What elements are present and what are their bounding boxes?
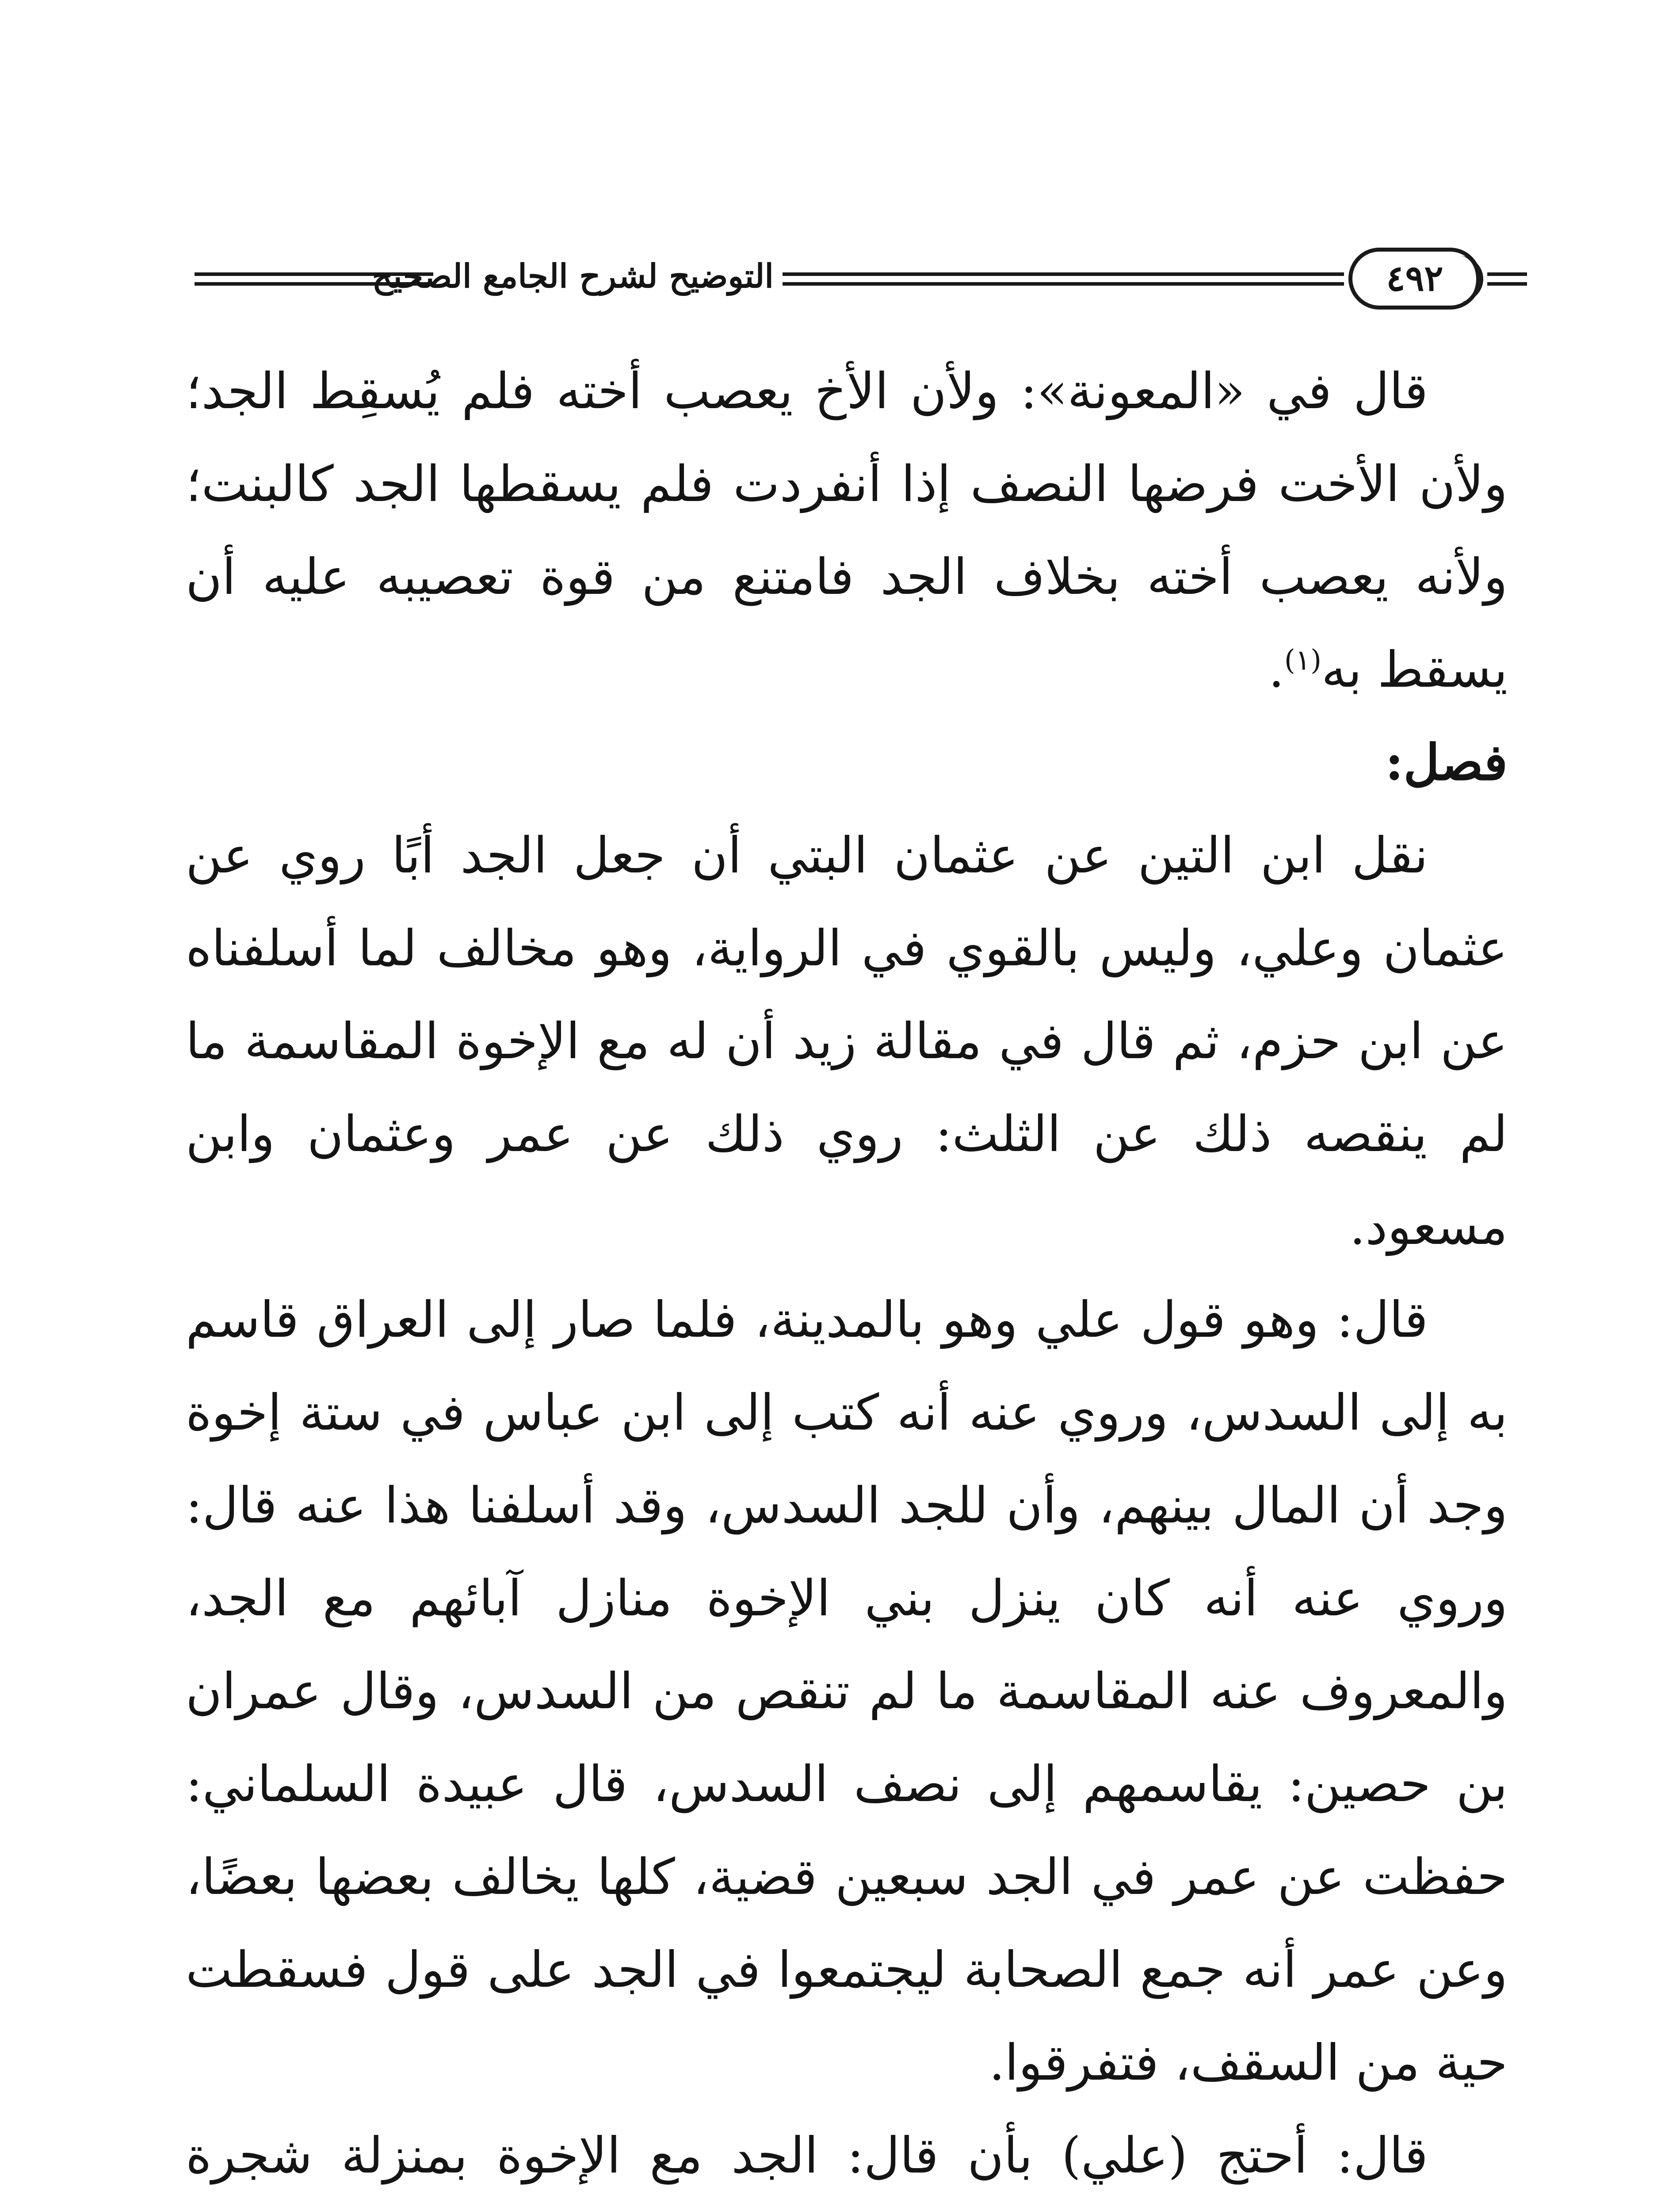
page-number: ٤٩٢ <box>1348 248 1481 310</box>
header-rule-right <box>1487 272 1527 286</box>
paragraph: نقل ابن التين عن عثمان البتي أن جعل الجد أبًا روي عن عثمان وعلي، وليس بالقوي في الرواية، وهو مخالف لما أسلفناه عن ابن حزم، ثم قال في مقالة زيد أن له مع الإخوة المقاسمة ما لم ينقصه ذلك عن الثلث: روي ذلك عن عمر وعثمان وابن مسعود. <box>186 827 1508 1256</box>
running-header <box>195 248 1512 323</box>
paragraph-tail: . <box>1268 641 1284 699</box>
section-heading: فصل: <box>1385 734 1508 792</box>
paragraph: قال: وهو قول علي وهو بالمدينة، فلما صار إلى العراق قاسم به إلى السدس، وروي عنه أنه كتب إلى ابن عباس في ستة إخوة وجد أن المال بينهم، وأن للجد السدس، وقد أسلفنا هذا عنه قال: وروي عنه أنه كان ينزل بني الإخوة منازل آبائهم مع الجد، والمعروف عنه المقاسمة ما لم تنقص من السدس، وقال عمران بن حصين: يقاسمهم إلى نصف السدس، قال عبيدة السلماني: حفظت عن عمر في الجد سبعين قضية، كلها يخالف بعضها بعضًا، وعن عمر أنه جمع الصحابة ليجتمعوا في الجد على قول فسقطت حية من السقف، فتفرقوا. <box>186 1291 1508 2092</box>
main-text <box>186 345 1508 2211</box>
header-rule-middle <box>783 272 1344 286</box>
paragraph-text: قال في «المعونة»: ولأن الأخ يعصب أخته فلم يُسقِط الجد؛ ولأن الأخت فرضها النصف إذا أنفردت فلم يسقطها الجد كالبنت؛ ولأنه يعصب أخته بخلاف الجد فامتنع من قوة تعصيبه عليه أن يسقط به <box>186 363 1508 699</box>
paragraph <box>186 345 1508 716</box>
paragraph: قال: أحتج (علي) بأن قال: الجد مع الإخوة بمنزلة شجرة <box>186 2127 1428 2184</box>
footnote-reference[interactable]: (١) <box>1284 644 1322 677</box>
running-title: التوضيح لشرح الجامع الصحيح <box>372 257 774 295</box>
